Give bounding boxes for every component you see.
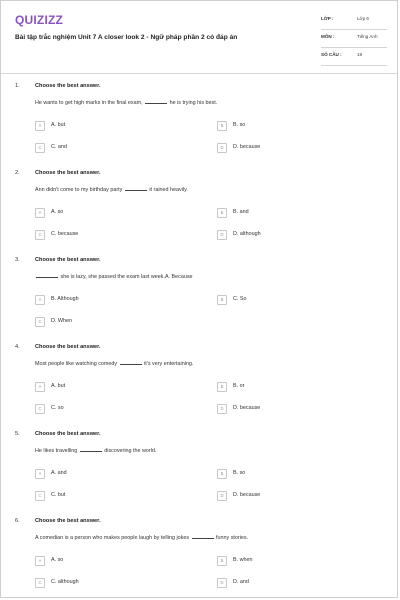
option-key-box: D bbox=[217, 578, 227, 588]
question-text: Most people like watching comedy it's very entertaining. bbox=[35, 361, 194, 367]
option-key-box: B bbox=[217, 121, 227, 131]
option-label: A. but bbox=[51, 383, 66, 389]
question-number: 3. bbox=[15, 257, 20, 263]
question-number: 4. bbox=[15, 344, 20, 350]
option-label: C. but bbox=[51, 492, 66, 498]
answer-blank bbox=[80, 451, 102, 452]
option-key-box: A bbox=[35, 469, 45, 479]
question-number: 6. bbox=[15, 518, 20, 524]
option-key-box: C bbox=[35, 317, 45, 327]
option-key-box: D bbox=[217, 404, 227, 414]
meta-label: SỐ CÂU : bbox=[321, 52, 342, 57]
meta-row-question-count bbox=[321, 49, 387, 66]
meta-value: Lớp 6 bbox=[357, 16, 369, 21]
answer-blank bbox=[192, 538, 214, 539]
meta-value: 19 bbox=[357, 52, 363, 57]
option-label: B. so bbox=[233, 122, 246, 128]
option-label: B. so bbox=[233, 470, 246, 476]
option-label: B. when bbox=[233, 557, 253, 563]
question-number: 5. bbox=[15, 431, 20, 437]
option-key-box: B bbox=[217, 556, 227, 566]
meta-label: LỚP : bbox=[321, 16, 334, 21]
option-label: A. but bbox=[51, 122, 66, 128]
option-label: C. So bbox=[233, 296, 247, 302]
answer-blank bbox=[125, 190, 147, 191]
option-key-box: B bbox=[217, 469, 227, 479]
option-label: B. Although bbox=[51, 296, 79, 302]
option-key-box: A bbox=[35, 295, 45, 305]
option-key-box: D bbox=[217, 143, 227, 153]
option-label: D. because bbox=[233, 492, 261, 498]
option-label: A. and bbox=[51, 470, 67, 476]
meta-label: MÔN : bbox=[321, 34, 335, 39]
option-key-box: D bbox=[217, 491, 227, 501]
question-text: she is lazy, she passed the exam last week.A. Because bbox=[35, 274, 193, 280]
question-3 bbox=[1, 253, 399, 323]
option-label: B. or bbox=[233, 383, 245, 389]
option-key-box: C bbox=[35, 230, 45, 240]
option-key-box: A bbox=[35, 208, 45, 218]
question-4 bbox=[1, 340, 399, 410]
page-title: Bài tập trắc nghiệm Unit 7 A closer look 2 - Ngữ pháp phần 2 có đáp án bbox=[15, 34, 238, 41]
quizizz-logo: QUIZIZZ bbox=[15, 13, 64, 27]
option-key-box: C bbox=[35, 578, 45, 588]
answer-blank bbox=[120, 364, 142, 365]
answer-blank bbox=[36, 277, 58, 278]
question-number: 1. bbox=[15, 83, 20, 89]
question-text: A comedian is a person who makes people laugh by telling jokes funny stories. bbox=[35, 535, 249, 541]
meta-value: Tiếng Anh bbox=[357, 34, 378, 39]
answer-blank bbox=[145, 103, 167, 104]
question-2 bbox=[1, 166, 399, 236]
option-label: D. When bbox=[51, 318, 72, 324]
option-key-box: C bbox=[35, 491, 45, 501]
question-prompt: Choose the best answer. bbox=[35, 431, 101, 437]
question-prompt: Choose the best answer. bbox=[35, 83, 101, 89]
meta-row-subject bbox=[321, 31, 387, 48]
option-label: C. although bbox=[51, 579, 79, 585]
option-label: A. so bbox=[51, 209, 64, 215]
question-text: He wants to get high marks in the final exam, he is trying his best. bbox=[35, 100, 218, 106]
option-label: D. although bbox=[233, 231, 261, 237]
question-6 bbox=[1, 514, 399, 584]
worksheet-header bbox=[1, 1, 397, 74]
question-prompt: Choose the best answer. bbox=[35, 344, 101, 350]
option-label: C. because bbox=[51, 231, 79, 237]
option-key-box: B bbox=[217, 208, 227, 218]
question-5 bbox=[1, 427, 399, 497]
question-1 bbox=[1, 79, 399, 149]
option-key-box: A bbox=[35, 556, 45, 566]
meta-row-grade bbox=[321, 13, 387, 30]
option-key-box: A bbox=[35, 121, 45, 131]
option-label: D. and bbox=[233, 579, 249, 585]
question-prompt: Choose the best answer. bbox=[35, 518, 101, 524]
option-key-box: D bbox=[217, 230, 227, 240]
question-prompt: Choose the best answer. bbox=[35, 170, 101, 176]
question-text: He likes travelling discovering the world. bbox=[35, 448, 157, 454]
option-label: A. so bbox=[51, 557, 64, 563]
option-key-box: B bbox=[217, 382, 227, 392]
worksheet-meta bbox=[321, 13, 387, 67]
option-label: D. because bbox=[233, 405, 261, 411]
option-label: D. because bbox=[233, 144, 261, 150]
option-label: C. so bbox=[51, 405, 64, 411]
option-label: C. and bbox=[51, 144, 67, 150]
option-key-box: A bbox=[35, 382, 45, 392]
question-prompt: Choose the best answer. bbox=[35, 257, 101, 263]
option-label: B. and bbox=[233, 209, 249, 215]
option-key-box: C bbox=[35, 143, 45, 153]
option-key-box: C bbox=[35, 404, 45, 414]
option-key-box: B bbox=[217, 295, 227, 305]
question-text: Ann didn't come to my birthday party it rained heavily. bbox=[35, 187, 188, 193]
question-number: 2. bbox=[15, 170, 20, 176]
